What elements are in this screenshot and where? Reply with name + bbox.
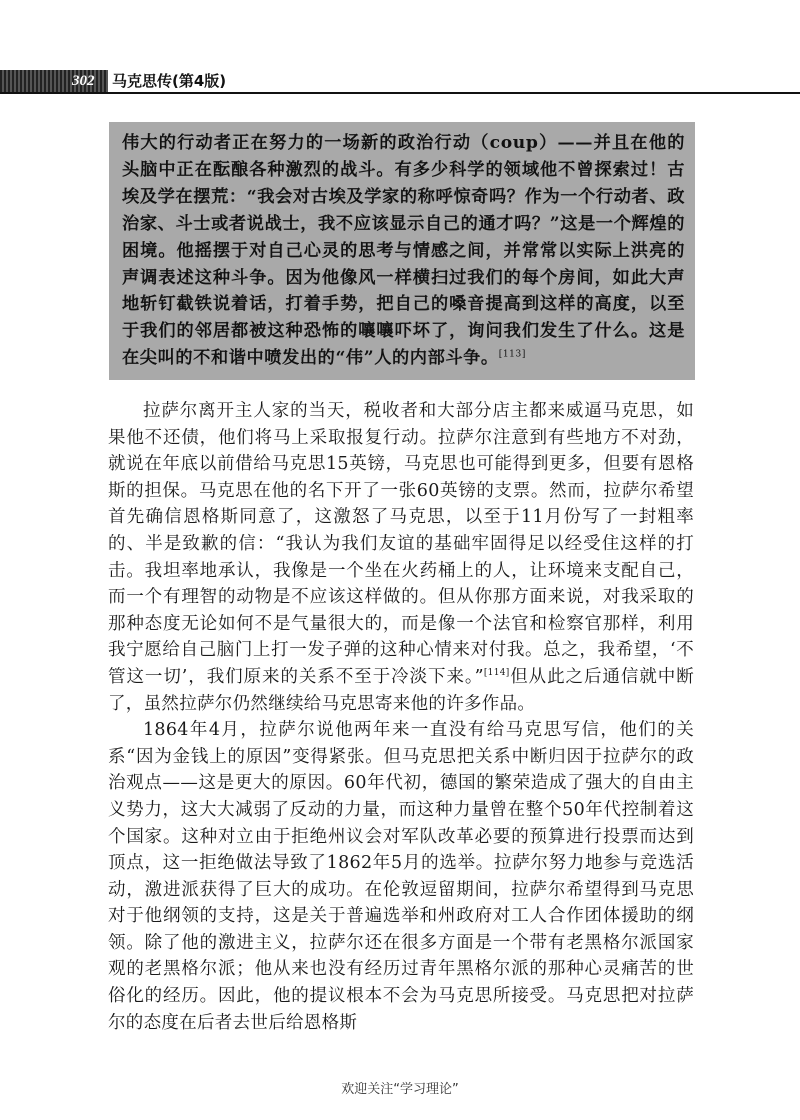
quote-body: 伟大的行动者正在努力的一场新的政治行动（coup）——并且在他的头脑中正在酝酿各种激烈的战斗。有多少科学的领域他不曾探索过！古埃及学在摆荒：“我会对古埃及学家的称呼惊奇吗？作为一个行动者、政治家、斗士或者说战士，我不应该显示自己的通才吗？”这是一个辉煌的困境。他摇摆于对自己心灵的思考与情感之间，并常常以实际上洪亮的声调表述这种斗争。因为他像风一样横扫过我们的每个房间，如此大声地斩钉截铁说着话，打着手势，把自己的嗓音提高到这样的高度，以至于我们的邻居都被这种恐怖的嚷嚷吓坏了，询问我们发生了什么。这是在尖叫的不和谐中喷发出的“伟”人的内部斗争。 bbox=[122, 133, 685, 369]
quote-footnote-ref: [113] bbox=[498, 349, 526, 360]
paragraph-2: 1864年4月，拉萨尔说他两年来一直没有给马克思写信，他们的关系“因为金钱上的原因”变得紧张。但马克思把关系中断归因于拉萨尔的政治观点——这是更大的原因。60年代初，德国的繁荣造成了强大的自由主义势力，这大大减弱了反动的力量，而这种力量曾在整个50年代控制着这个国家。这种对立由于拒绝州议会对军队改革必要的预算进行投票而达到顶点，这一拒绝做法导致了1862年5月的选举。拉萨尔努力地参与竞选活动，激进派获得了巨大的成功。在伦敦逗留期间，拉萨尔希望得到马克思对于他纲领的支持，这是关于普遍选举和州政府对工人合作团体援助的纲领。除了他的激进主义，拉萨尔还在很多方面是一个带有老黑格尔派国家观的老黑格尔派；他从来也没有经历过青年黑格尔派的那种心灵痛苦的世俗化的经历。因此，他的提议根本不会为马克思所接受。马克思把对拉萨尔的态度在后者去世后给恩格斯 bbox=[108, 720, 694, 1033]
paragraph-1-footnote-ref: [114] bbox=[483, 668, 510, 679]
running-header bbox=[0, 70, 800, 94]
paragraph-1-text: 拉萨尔离开主人家的当天，税收者和大部分店主都来威逼马克思，如果他不还债，他们将马上采取报复行动。拉萨尔注意到有些地方不对劲，就说在年底以前借给马克思15英镑，马克思也可能得到更多，但要有恩格斯的担保。马克思在他的名下开了一张60英镑的支票。然而，拉萨尔希望首先确信恩格斯同意了，这激怒了马克思，以至于11月份写了一封粗率的、半是致歉的信：“我认为我们友谊的基础牢固得足以经受住这样的打击。我坦率地承认，我像是一个坐在火药桶上的人，让环境来支配自己，而一个有理智的动物是不应该这样做的。但从你那方面来说，对我采取的那种态度无论如何不是气量很大的，而是像一个法官和检察官那样，利用我宁愿给自己脑门上打一发子弹的这种心情来对付我。总之，我希望，‘不管这一切’，我们原来的关系不至于冷淡下来。” bbox=[108, 401, 694, 687]
main-text bbox=[108, 398, 694, 1036]
page-number: 302 bbox=[72, 73, 95, 89]
footer-note: 欢迎关注“学习理论” bbox=[341, 1082, 459, 1097]
paragraph-1-tail: 但从此之后通信就中断了，虽然拉萨尔仍然继续给马克思寄来他的许多作品。 bbox=[108, 666, 695, 714]
page-number-tab bbox=[0, 70, 122, 92]
paragraph-1 bbox=[108, 398, 694, 717]
quote-text bbox=[122, 130, 685, 372]
quote-box bbox=[109, 122, 695, 380]
book-title: 马克思传(第4版) bbox=[108, 70, 232, 92]
